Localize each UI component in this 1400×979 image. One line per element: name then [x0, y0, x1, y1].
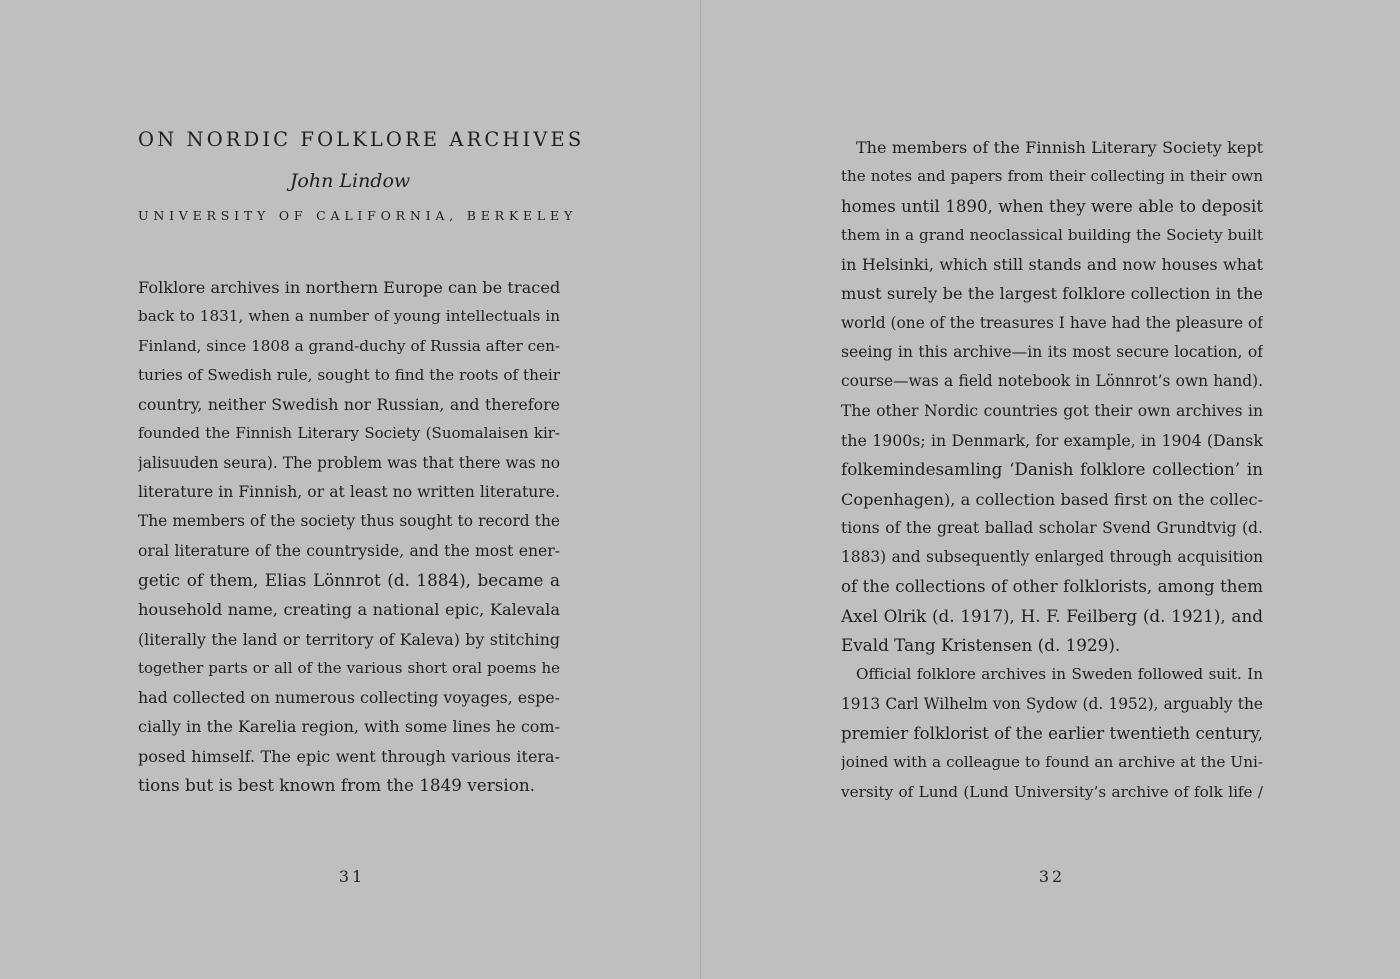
- text-line: world (one of the treasures I have had the pleasure of: [841, 313, 1263, 332]
- text-line: of the collections of other folklorists, among them: [841, 577, 1263, 597]
- text-line: Evald Tang Kristensen (d. 1929).: [841, 635, 1121, 656]
- chapter-title: ON NORDIC FOLKLORE ARCHIVES: [138, 128, 585, 151]
- text-line: Official folklore archives in Sweden followed suit. In: [856, 665, 1263, 684]
- text-line: course—was a field notebook in Lönnrot’s own hand).: [841, 372, 1263, 391]
- text-line: literature in Finnish, or at least no written literature.: [138, 483, 560, 502]
- left-body-text: [138, 273, 560, 800]
- text-line: seeing in this archive—in its most secure location, of: [841, 343, 1263, 362]
- text-line: Axel Olrik (d. 1917), H. F. Feilberg (d. 1921), and: [841, 605, 1263, 626]
- text-line: joined with a colleague to found an archive at the Uni-: [841, 753, 1263, 772]
- page-number: 32: [1038, 867, 1066, 886]
- text-line: 1913 Carl Wilhelm von Sydow (d. 1952), arguably the: [841, 694, 1263, 713]
- text-line: Copenhagen), a collection based first on the collec-: [841, 489, 1263, 509]
- text-line: getic of them, Elias Lönnrot (d. 1884), became a: [138, 569, 560, 590]
- text-line: founded the Finnish Literary Society (Suomalaisen kir-: [138, 424, 560, 443]
- text-line: together parts or all of the various short oral poems he: [138, 658, 560, 677]
- text-line: folkemindesamling ‘Danish folklore collection’ in: [841, 459, 1263, 480]
- text-line: tions but is best known from the 1849 version.: [138, 775, 535, 796]
- text-line: (literally the land or territory of Kaleva) by stitching: [138, 629, 560, 649]
- text-line: The members of the Finnish Literary Society kept: [856, 138, 1263, 157]
- text-line: the notes and papers from their collecting in their own: [841, 167, 1263, 186]
- text-line: had collected on numerous collecting voyages, espe-: [138, 688, 560, 708]
- text-line: turies of Swedish rule, sought to find the roots of their: [138, 365, 560, 384]
- right-page: [701, 0, 1400, 979]
- text-line: the 1900s; in Denmark, for example, in 1904 (Dansk: [841, 430, 1263, 450]
- text-line: Finland, since 1808 a grand-duchy of Russia after cen-: [138, 336, 560, 355]
- text-line: must surely be the largest folklore collection in the: [841, 284, 1263, 304]
- text-line: household name, creating a national epic, Kalevala: [138, 600, 560, 620]
- text-line: cially in the Karelia region, with some lines he com-: [138, 717, 560, 737]
- text-line: jalisuuden seura). The problem was that there was no: [138, 453, 560, 472]
- author-affiliation: UNIVERSITY OF CALIFORNIA, BERKELEY: [138, 208, 578, 223]
- text-line: versity of Lund (Lund University’s archive of folk life /: [841, 782, 1263, 801]
- text-line: in Helsinki, which still stands and now houses what: [841, 255, 1263, 275]
- text-line: them in a grand neoclassical building the Society built: [841, 225, 1263, 244]
- text-line: homes until 1890, when they were able to deposit: [841, 196, 1263, 216]
- text-line: country, neither Swedish nor Russian, and therefore: [138, 395, 560, 415]
- text-line: back to 1831, when a number of young intellectuals in: [138, 307, 560, 326]
- text-line: 1883) and subsequently enlarged through acquisition: [841, 548, 1263, 567]
- text-line: The other Nordic countries got their own archives in: [841, 401, 1263, 420]
- author-name: John Lindow: [289, 170, 411, 192]
- text-line: Folklore archives in northern Europe can be traced: [138, 278, 560, 297]
- text-line: The members of the society thus sought to record the: [138, 512, 560, 531]
- text-line: oral literature of the countryside, and the most ener-: [138, 541, 560, 560]
- right-body-text: [841, 133, 1263, 807]
- page-number: 31: [338, 867, 366, 886]
- text-line: posed himself. The epic went through various itera-: [138, 746, 560, 766]
- text-line: tions of the great ballad scholar Svend Grundtvig (d.: [841, 518, 1263, 537]
- text-line: premier folklorist of the earlier twentieth century,: [841, 723, 1263, 743]
